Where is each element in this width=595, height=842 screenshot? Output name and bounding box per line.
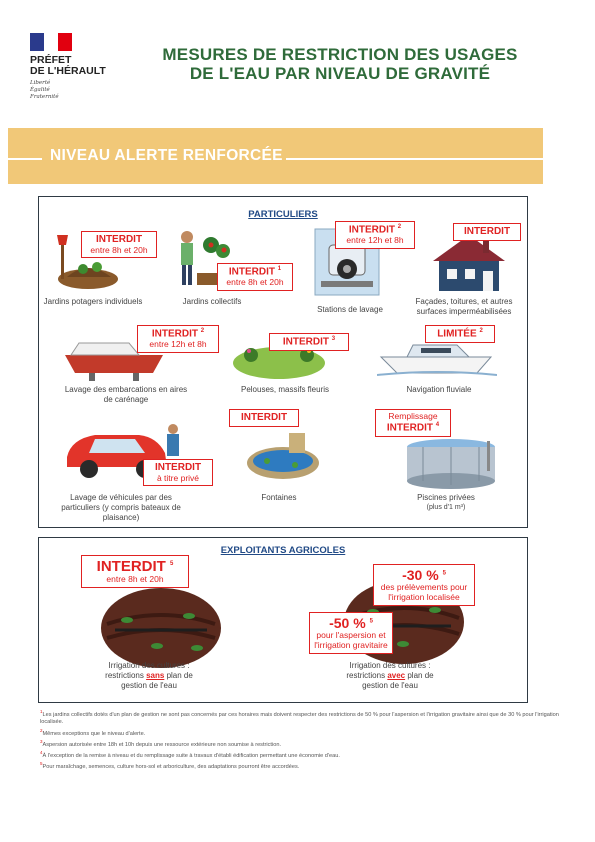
caption-fontaines: Fontaines: [261, 493, 297, 502]
agricoles-panel: [38, 537, 528, 703]
tag-stations-lavage: INTERDIT $^2$ entre 12h et 8h: [335, 221, 415, 249]
irrigation-without-plan-icon: [97, 576, 225, 668]
footnote-4: $^4$À l'exception de la remise à niveau et du remplissage suite à travaux d'établi édification permettant une économie d'eau.: [40, 750, 340, 760]
particuliers-title: PARTICULIERS: [248, 209, 318, 220]
agricoles-title: EXPLOITANTS AGRICOLES: [220, 545, 346, 556]
caption-piscines: Piscines privées (plus d'1 m³): [417, 493, 475, 511]
tag-aspersion-gravitaire: -50 % $^5$ pour l'aspersion et l'irrigation gravitaire: [309, 612, 393, 654]
level-label: NIVEAU ALERTE RENFORCÉE: [50, 147, 283, 164]
footnotes: [40, 708, 560, 772]
particuliers-panel: [38, 196, 528, 528]
footnote-2: $^2$Mêmes exceptions que le niveau d'alerte.: [40, 727, 146, 737]
prefecture-logo: [30, 33, 120, 101]
footnote-5: $^5$Pour maraîchage, semences, culture hors-sol et arboriculture, des adaptations pourront être accordées.: [40, 761, 300, 771]
caption-embarcations: Lavage des embarcations en aires de carénage: [64, 385, 188, 404]
motorboat-icon: [377, 339, 497, 379]
tag-jardins-collectifs: INTERDIT $^1$ entre 8h et 20h: [217, 263, 293, 291]
caption-lavage-vehicules: Lavage de véhicules par des particuliers (y compris bateaux de plaisance): [61, 493, 181, 522]
caption-irrigation-sans-plan: Irrigation des cultures : restrictions sans plan de gestion de l'eau: [105, 661, 193, 690]
tag-piscines: Remplissage INTERDIT $^4$: [375, 409, 451, 437]
french-flag-icon: [30, 33, 72, 51]
caption-navigation: Navigation fluviale: [406, 385, 472, 394]
tag-jardins-potagers: INTERDIT entre 8h et 20h: [81, 231, 157, 258]
footnote-3: $^3$Aspersion autorisée entre 18h et 10h depuis une ressource extérieure non soumise à restriction.: [40, 738, 282, 748]
pool-icon: [403, 437, 499, 491]
banner-rule-left: [8, 158, 42, 160]
prefet-line2: DE L'HÉRAULT: [30, 65, 106, 77]
level-banner: [8, 128, 543, 184]
tag-facades: INTERDIT: [453, 223, 521, 241]
caption-irrigation-avec-plan: Irrigation des cultures : restrictions avec plan de gestion de l'eau: [346, 661, 434, 690]
tag-prelevements-localisee: -30 % $^5$ des prélèvements pour l'irrigation localisée: [373, 564, 475, 606]
tag-navigation: LIMITÉE $^2$: [425, 325, 495, 343]
caption-jardins-collectifs: Jardins collectifs: [182, 297, 242, 306]
tag-irrigation-sans-plan: INTERDIT $^5$ entre 8h et 20h: [81, 555, 189, 588]
fountain-icon: [243, 429, 323, 485]
caption-jardins-potagers: Jardins potagers individuels: [43, 297, 143, 306]
prefet-line1: PRÉFET: [30, 54, 72, 66]
banner-rule-right: [286, 158, 543, 160]
tag-fontaines: INTERDIT: [229, 409, 299, 427]
footnote-1: $^1$Les jardins collectifs dotés d'un plan de gestion ne sont pas concernés par ces horaires mais doivent respecter des restrictions de 50 % pour l'aspersion et l'irrigation gravitaire ainsi que de 30 % pour l'irrigation localisée.: [40, 709, 559, 726]
republic-motto: Liberté Égalité Fraternité: [30, 80, 59, 100]
caption-pelouses: Pelouses, massifs fleuris: [240, 385, 330, 394]
caption-stations-lavage: Stations de lavage: [317, 305, 383, 314]
tag-embarcations: INTERDIT $^2$ entre 12h et 8h: [137, 325, 219, 353]
tag-pelouses: INTERDIT $^3$: [269, 333, 349, 351]
caption-facades: Façades, toitures, et autres surfaces imperméabilisées: [415, 297, 513, 316]
page-title: MESURES DE RESTRICTION DES USAGES DE L'EAU PAR NIVEAU DE GRAVITÉ: [162, 45, 518, 83]
tag-lavage-vehicules: INTERDIT à titre privé: [143, 459, 213, 486]
